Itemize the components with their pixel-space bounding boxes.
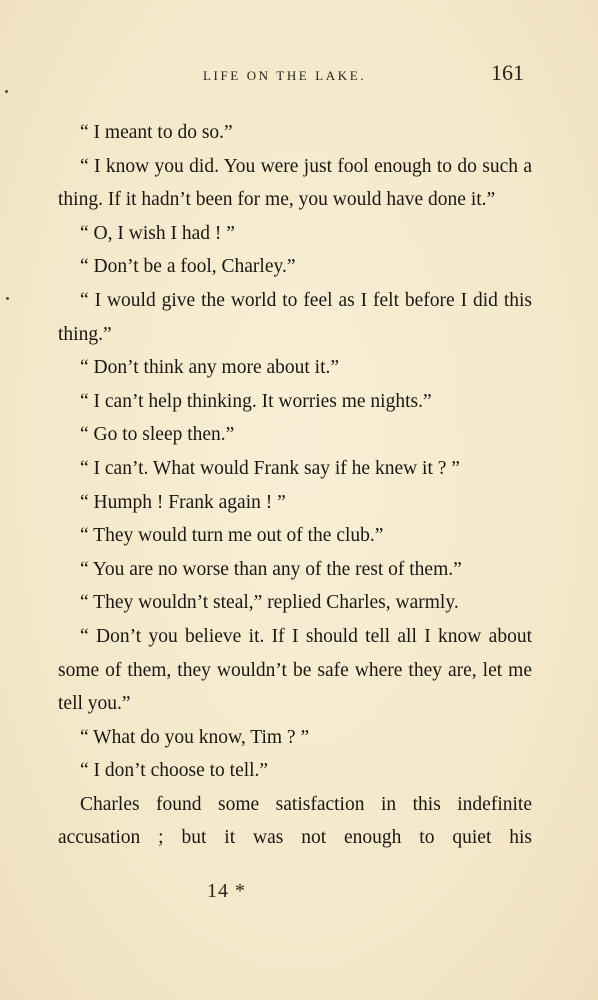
paragraph: “ O, I wish I had ! ” xyxy=(80,222,235,244)
printer-signature-mark: 14 * xyxy=(207,880,246,902)
paragraph: “ I don’t choose to tell.” xyxy=(80,760,269,782)
paragraph: “ You are no worse than any of the rest of them.” xyxy=(80,558,462,580)
margin-speck xyxy=(5,90,8,93)
paragraph: “ I meant to do so.” xyxy=(80,122,233,143)
paragraph: “ I can’t. What would Frank say if he knew it ? ” xyxy=(80,457,460,479)
paragraph: “ Go to sleep then.” xyxy=(80,424,235,446)
paragraph: “ Humph ! Frank again ! ” xyxy=(80,491,286,513)
page-number: 161 xyxy=(491,60,524,85)
paragraph: “ Don’t think any more about it.” xyxy=(80,357,340,379)
paragraph: “ I can’t help thinking. It worries me nights.” xyxy=(80,390,432,412)
paragraph: “ Don’t be a fool, Charley.” xyxy=(80,256,296,278)
running-head-title: LIFE ON THE LAKE. xyxy=(203,68,367,83)
paragraph: “ Don’t you believe it. If I should tell all I know about some of them, they wouldn’t be safe where they are, let me tell you.” xyxy=(58,625,532,715)
margin-speck xyxy=(6,297,9,300)
body-text xyxy=(58,116,532,855)
paragraph: Charles found some satisfaction in this indefinite accusation ; but it was not enough to quiet his xyxy=(58,793,532,849)
paragraph: “ What do you know, Tim ? ” xyxy=(80,726,310,748)
paragraph: “ They would turn me out of the club.” xyxy=(80,525,384,547)
paragraph: “ They wouldn’t steal,” replied Charles, warmly. xyxy=(80,592,459,614)
paragraph: “ I know you did. You were just fool enough to do such a thing. If it hadn’t been for me, you would have done it.” xyxy=(58,155,532,211)
paragraph: “ I would give the world to feel as I felt before I did this thing.” xyxy=(58,289,532,345)
